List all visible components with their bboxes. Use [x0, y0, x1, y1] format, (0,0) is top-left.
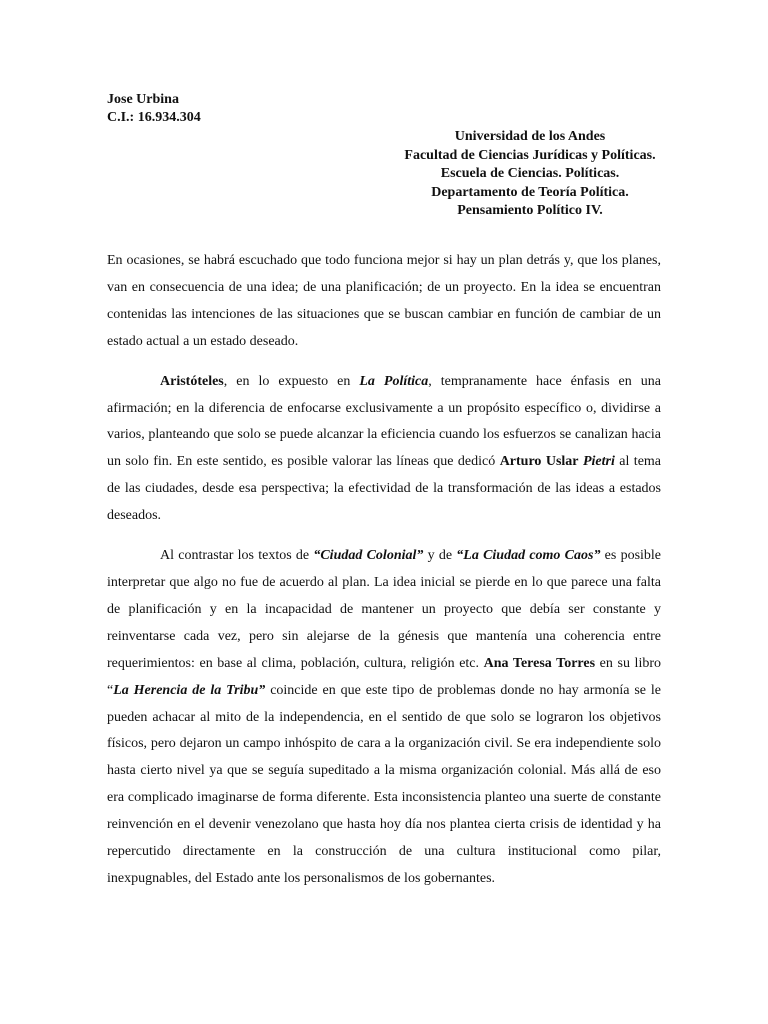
paragraph-2-text: al tema de las ciudades, desde esa perspectiva; la efectividad de la transformación de las ideas a estados deseados.	[107, 454, 662, 524]
paragraph-1: En ocasiones, se habrá escuchado que todo funciona mejor si hay un plan detrás y, que los planes, van en consecuencia de una idea; de una planificación; de un proyecto. En la idea se encuentran contenidas las intenciones de las situaciones que se buscan cambiar en función de cambiar de un estado actual a un estado deseado.	[107, 253, 661, 349]
author-reference-aristoteles: Aristóteles	[160, 373, 224, 389]
author-reference-pietri: Pietri	[582, 454, 615, 470]
institution-block	[330, 128, 730, 221]
paragraph-3-text: coincide en que este tipo de problemas donde no hay armonía se le pueden achacar al mito de la independencia, en el sentido de que solo se lograron los objetivos físicos, pero dejaron un campo inhóspito de cara a la organización civil. Se era independiente solo hasta cierto nivel ya que se seguía supeditado a la misma organización colonial. Más allá de eso era complicado imaginarse de forma diferente. Esta inconsistencia planteo una suerte de constante reinvención en el devenir venezolano que hasta hoy día nos plantea cierta crisis de identidad y ha repercutido directamente en la construcción de una cultura institucional como pilar, inexpugnables, del Estado ante los personalismos de los gobernantes.	[107, 682, 661, 886]
work-title-la-politica: La Política	[359, 373, 429, 389]
faculty-name: Facultad de Ciencias Jurídicas y Políticas.	[404, 147, 656, 163]
paragraph-3-text: en su libro “	[107, 655, 661, 698]
author-reference-uslar: Arturo Uslar	[499, 454, 579, 470]
author-block	[107, 91, 201, 127]
department-name: Departamento de Teoría Política.	[431, 184, 629, 200]
paragraph-2	[107, 369, 661, 530]
author-name: Jose Urbina	[107, 92, 179, 107]
work-title-ciudad-caos: “La Ciudad como Caos”	[456, 548, 601, 564]
work-title-herencia-tribu: La Herencia de la Tribu”	[113, 682, 266, 698]
essay-body	[107, 248, 661, 906]
course-name: Pensamiento Político IV.	[457, 203, 603, 218]
paragraph-3-text: Al contrastar los textos de	[160, 548, 314, 564]
paragraph-2-text: , en lo expuesto en	[223, 373, 360, 389]
paragraph-3-text: es posible interpretar que algo no fue de acuerdo al plan. La idea inicial se pierde en lo que parece una falta de planificación y en la incapacidad de mantener un proyecto que debía ser constante y reinventarse cada vez, pero sin alejarse de la génesis que mantenía una coherencia entre requerimientos: en base al clima, población, cultura, religión etc.	[107, 548, 662, 671]
author-reference-torres: Ana Teresa Torres	[483, 655, 596, 671]
paragraph-3	[107, 543, 661, 893]
paragraph-2-text: , tempranamente hace énfasis en una afirmación; en la diferencia de enfocarse exclusivamente a un propósito específico o, dividirse a varios, planteando que solo se puede alcanzar la eficiencia cuando los esfuerzos se canalizan hacia un solo fin. En este sentido, es posible valorar las líneas que dedicó	[107, 373, 661, 470]
work-title-ciudad-colonial: “Ciudad Colonial”	[313, 548, 424, 564]
school-name: Escuela de Ciencias. Políticas.	[440, 166, 620, 181]
author-id: C.I.: 16.934.304	[107, 110, 201, 125]
university-name: Universidad de los Andes	[454, 129, 606, 144]
paragraph-3-text: y de	[423, 548, 457, 564]
